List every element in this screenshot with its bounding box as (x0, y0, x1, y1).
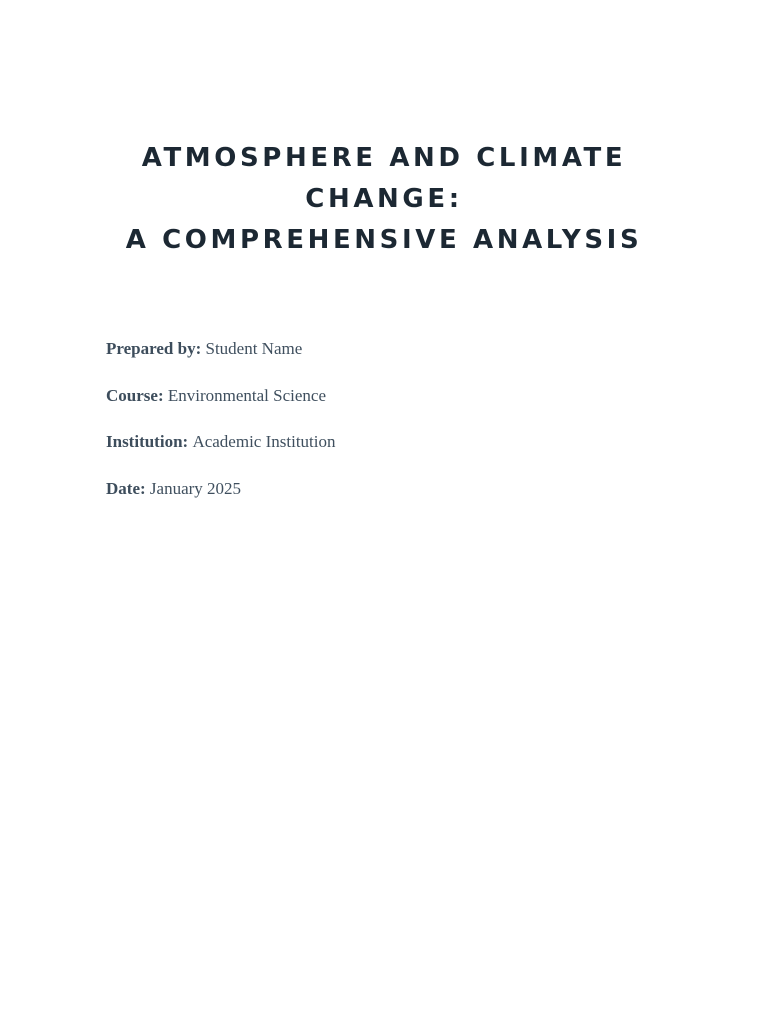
course-value: Environmental Science (167, 385, 326, 405)
title-line-1: ATMOSPHERE AND CLIMATE (141, 143, 627, 173)
title-line-3: A COMPREHENSIVE ANALYSIS (125, 225, 643, 255)
title-line-2: CHANGE: (305, 184, 463, 214)
date-value: January 2025 (149, 478, 242, 498)
institution-row (106, 429, 706, 476)
document-metadata (106, 336, 706, 522)
prepared-by-label: Prepared by: (106, 339, 206, 358)
prepared-by-value: Student Name (205, 339, 303, 358)
course-row (106, 383, 706, 430)
date-label: Date: (106, 478, 150, 498)
course-label: Course: (106, 385, 168, 405)
institution-label: Institution: (106, 432, 193, 451)
institution-value: Academic Institution (192, 432, 336, 451)
document-title (0, 138, 768, 261)
date-row (106, 476, 706, 523)
prepared-by-row (106, 336, 706, 383)
